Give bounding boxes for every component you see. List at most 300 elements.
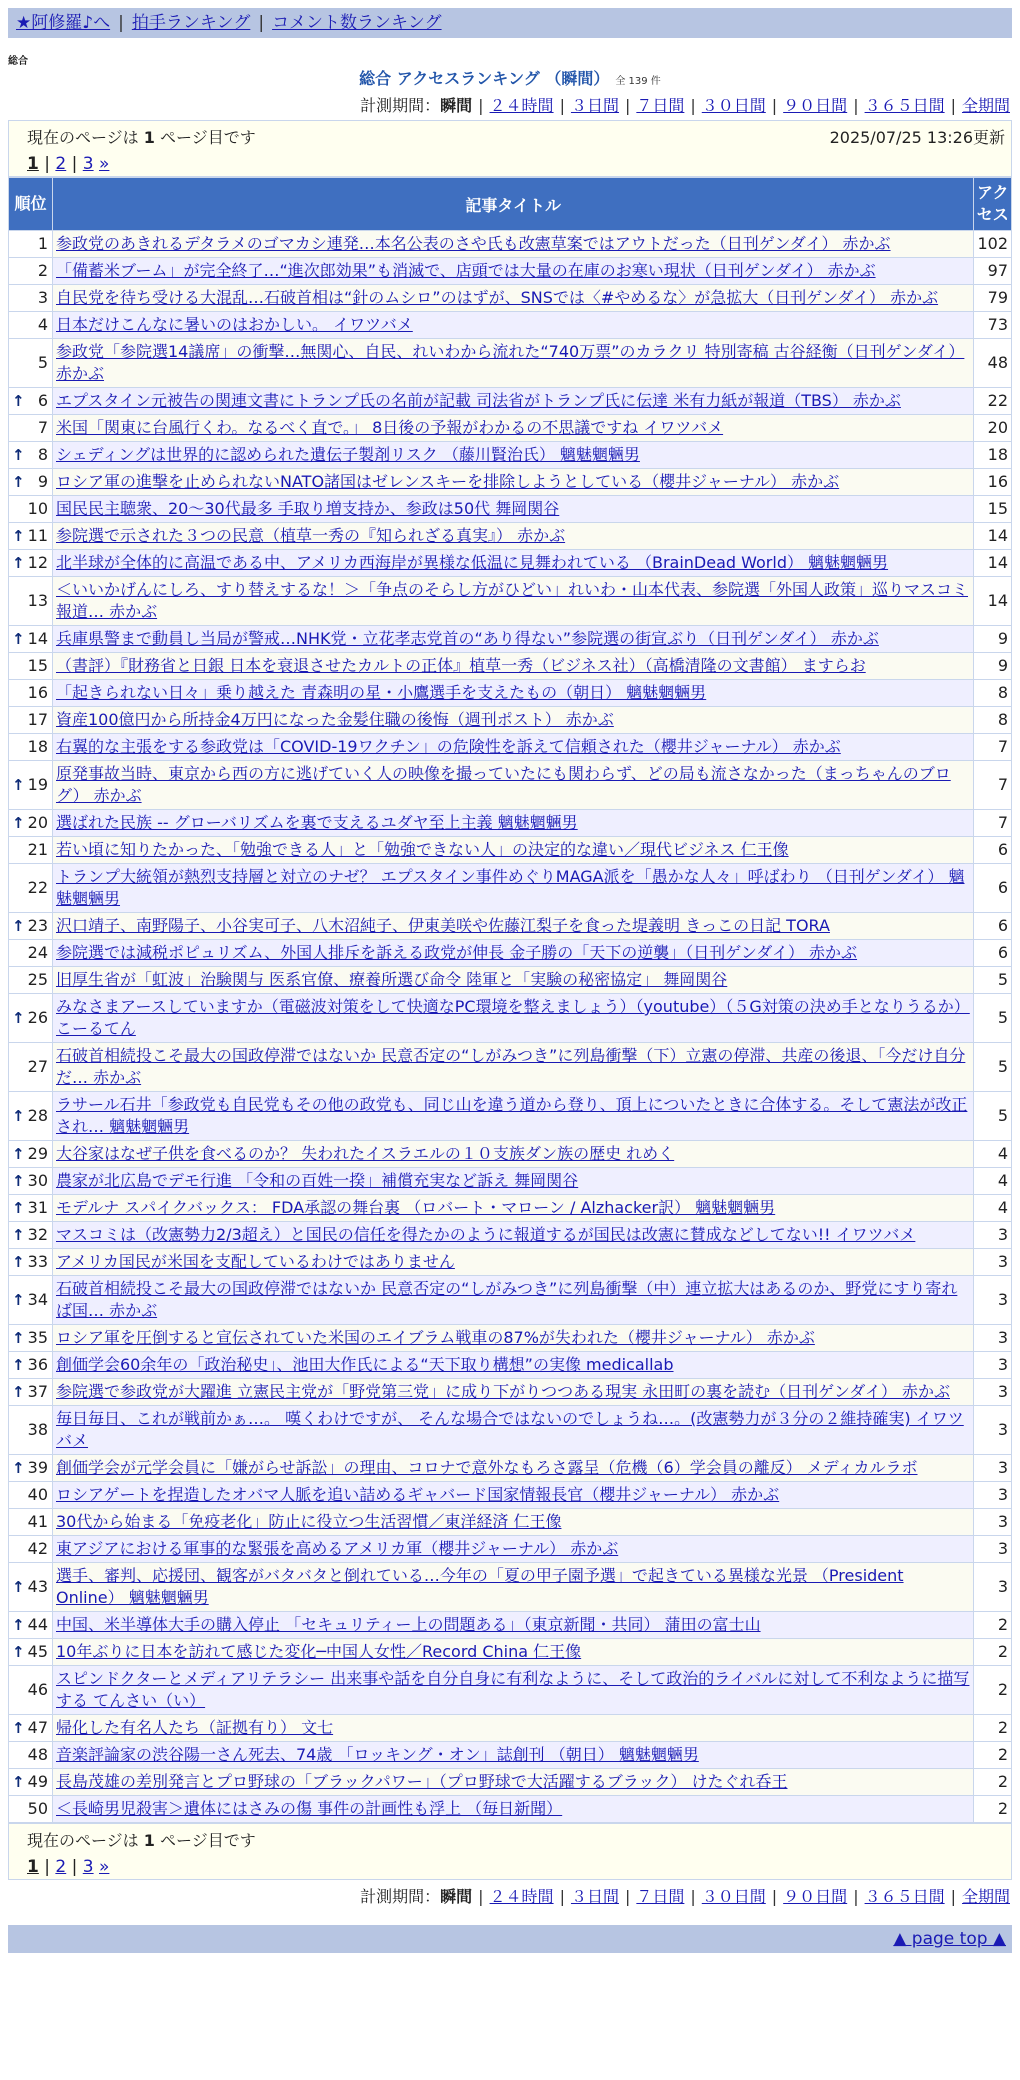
- title-cell: [53, 707, 974, 734]
- access-count: 6: [974, 913, 1012, 940]
- period-separator: |: [478, 1887, 484, 1906]
- period-option[interactable]: 全期間: [961, 1887, 1010, 1906]
- title-cell: [53, 1141, 974, 1168]
- rank-cell: [9, 761, 53, 810]
- rank-header: 順位: [9, 178, 53, 231]
- rank-cell: [9, 1482, 53, 1509]
- rank-cell: [9, 1276, 53, 1325]
- title-header: 記事タイトル: [53, 178, 974, 231]
- period-option[interactable]: ９０日間: [783, 1887, 848, 1906]
- rank-cell: [9, 1195, 53, 1222]
- access-count: 3: [974, 1325, 1012, 1352]
- rank-up-arrow-icon: ↑: [12, 1643, 25, 1661]
- article-title-link[interactable]: 北半球が全体的に高温である中、アメリカ西海岸が異様な低温に見舞われている （BrainDead World） 魑魅魍魎男: [56, 553, 889, 572]
- pager-page-link[interactable]: 3: [82, 154, 94, 174]
- rank-number: 24: [27, 943, 48, 962]
- title-cell: [53, 653, 974, 680]
- access-count: 3: [974, 1563, 1012, 1612]
- table-row: [9, 442, 1012, 469]
- access-count: 14: [974, 577, 1012, 626]
- title-cell: [53, 258, 974, 285]
- page-status-bar: [8, 120, 1012, 177]
- rank-cell: [9, 577, 53, 626]
- rank-up-arrow-icon: ↑: [12, 1291, 25, 1309]
- title-cell: [53, 1276, 974, 1325]
- access-count: 48: [974, 339, 1012, 388]
- period-label: 計測期間：: [360, 1887, 441, 1906]
- page-status: 現在のページは 1 ページ目です: [27, 128, 256, 147]
- rank-up-arrow-icon: ↑: [12, 917, 25, 935]
- title-cell: [53, 550, 974, 577]
- rank-cell: [9, 626, 53, 653]
- access-count: 16: [974, 469, 1012, 496]
- category-label: 総合: [8, 56, 28, 67]
- table-row: [9, 1195, 1012, 1222]
- access-count: 3: [974, 1455, 1012, 1482]
- rank-cell: [9, 1509, 53, 1536]
- title-cell: [53, 913, 974, 940]
- table-row: [9, 415, 1012, 442]
- article-title-link[interactable]: 選手、審判、応援団、観客がバタバタと倒れている…今年の「夏の甲子園予選」で起きている異様な光景 （President Online） 魑魅魍魎男: [56, 1566, 904, 1607]
- title-cell: [53, 285, 974, 312]
- period-option[interactable]: ３０日間: [701, 96, 766, 115]
- rank-number: 17: [27, 710, 48, 729]
- rank-number: 38: [27, 1420, 48, 1439]
- access-count: 8: [974, 707, 1012, 734]
- rank-up-arrow-icon: ↑: [12, 630, 25, 648]
- period-separator: |: [624, 96, 631, 115]
- access-count: 2: [974, 1742, 1012, 1769]
- table-row: [9, 1796, 1012, 1823]
- period-selector-bottom: [8, 1884, 1012, 1907]
- comment-ranking-link[interactable]: コメント数ランキング: [272, 13, 442, 33]
- table-row: [9, 1563, 1012, 1612]
- rank-cell: [9, 1141, 53, 1168]
- access-count: 9: [974, 626, 1012, 653]
- article-title-link[interactable]: 日本だけこんなに暑いのはおかしい。 イワツバメ: [56, 315, 413, 334]
- pager-separator: |: [38, 154, 56, 174]
- rank-up-arrow-icon: ↑: [12, 1145, 25, 1163]
- rank-up-arrow-icon: ↑: [12, 392, 25, 410]
- title-cell: [53, 1563, 974, 1612]
- rank-cell: [9, 1043, 53, 1092]
- title-cell: [53, 967, 974, 994]
- period-option[interactable]: 全期間: [961, 96, 1010, 115]
- rank-cell: [9, 312, 53, 339]
- article-title-link[interactable]: 毎日毎日、これが戦前かぁ…。 嘆くわけですが、 そんな場合ではないのでしょうね…。(改憲勢力が３分の２維持確実) イワツバメ: [56, 1409, 964, 1450]
- access-count: 3: [974, 1276, 1012, 1325]
- access-count: 3: [974, 1406, 1012, 1455]
- rank-number: 44: [27, 1615, 48, 1634]
- table-row: [9, 707, 1012, 734]
- clap-ranking-link[interactable]: 拍手ランキング: [131, 13, 251, 33]
- rank-up-arrow-icon: ↑: [12, 527, 25, 545]
- table-row: [9, 1666, 1012, 1715]
- article-title-link[interactable]: 米国「関東に台風行くわ。なるべく直で。」 8日後の予報がわかるの不思議ですね イワツバメ: [56, 418, 724, 437]
- period-separator: |: [853, 1887, 859, 1906]
- rank-cell: [9, 1796, 53, 1823]
- article-title-link[interactable]: 長島茂雄の差別発言とプロ野球の「ブラックパワー」（プロ野球で大活躍するブラック） けたぐれ呑王: [56, 1772, 788, 1791]
- rank-number: 21: [27, 840, 48, 859]
- access-count: 102: [974, 231, 1012, 258]
- article-title-link[interactable]: 創価学会が元学会員に「嫌がらせ訴訟」の理由、コロナで意外なもろさ露呈（危機（6）学会員の離反） メディカルラボ: [56, 1458, 918, 1477]
- title-cell: [53, 1509, 974, 1536]
- rank-number: 33: [27, 1252, 48, 1271]
- rank-number: 43: [27, 1577, 48, 1596]
- period-option[interactable]: ２４時間: [489, 96, 554, 115]
- access-count: 2: [974, 1666, 1012, 1715]
- rank-up-arrow-icon: ↑: [12, 1107, 25, 1125]
- article-title-link[interactable]: 自民党を待ち受ける大混乱…石破首相は“針のムシロ”のはずが、SNSでは〈#やめるな〉が急拡大（日刊ゲンダイ） 赤かぶ: [56, 288, 939, 307]
- rank-number: 20: [27, 813, 48, 832]
- rank-number: 39: [27, 1458, 48, 1477]
- access-count: 18: [974, 442, 1012, 469]
- article-title-link[interactable]: 音楽評論家の渋谷陽一さん死去、74歳 「ロッキング・オン」誌創刊 （朝日） 魑魅魍魎男: [56, 1745, 699, 1764]
- title-cell: [53, 1536, 974, 1563]
- article-title-link[interactable]: スピンドクターとメディアリテラシー 出来事や話を自分自身に有利なように、そして政治的ライバルに対して不利なように描写する てんさい（い）: [56, 1669, 970, 1710]
- rank-number: 27: [27, 1057, 48, 1076]
- access-count: 4: [974, 1168, 1012, 1195]
- rank-up-arrow-icon: ↑: [12, 1578, 25, 1596]
- rank-up-arrow-icon: ↑: [12, 814, 25, 832]
- title-cell: [53, 1379, 974, 1406]
- title-cell: [53, 680, 974, 707]
- article-title-link[interactable]: 若い頃に知りたかった、「勉強できる人」と「勉強できない人」の決定的な違い／現代ビジネス 仁王像: [56, 840, 789, 859]
- item-count: 全 139 件: [615, 76, 661, 87]
- article-title-link[interactable]: 旧厚生省が「虹波」治験関与 医系官僚、療養所選び命令 陸軍と「実験の秘密協定」 舞岡関谷: [56, 970, 728, 989]
- article-title-link[interactable]: ラサール石井「参政党も自民党もその他の政党も、同じ山を違う道から登り、頂上についたときに合体する。そして憲法が改正され… 魑魅魍魎男: [56, 1095, 968, 1136]
- title-cell: [53, 1612, 974, 1639]
- rank-cell: [9, 1249, 53, 1276]
- footer-bar: [8, 1925, 1012, 1953]
- rank-cell: [9, 1325, 53, 1352]
- page-status: 現在のページは 1 ページ目です: [27, 1831, 256, 1850]
- article-title-link[interactable]: 参院選で示された３つの民意（植草一秀の『知られざる真実』） 赤かぶ: [56, 526, 566, 545]
- page-title: [8, 66, 1012, 89]
- article-title-link[interactable]: アメリカ国民が米国を支配しているわけではありません: [56, 1252, 455, 1271]
- rank-cell: [9, 1769, 53, 1796]
- period-option[interactable]: ３６５日間: [864, 1887, 945, 1906]
- rank-number: 12: [27, 553, 48, 572]
- table-row: [9, 1168, 1012, 1195]
- access-count: 3: [974, 1509, 1012, 1536]
- article-title-link[interactable]: トランプ大統領が熱烈支持層と対立のナゼ？ エプスタイン事件めぐりMAGA派を「愚かな人々」呼ばわり （日刊ゲンダイ） 魑魅魍魎男: [56, 867, 965, 908]
- article-title-link[interactable]: 参政党のあきれるデタラメのゴマカシ連発…本名公表のさや氏も改憲草案ではアウトだった（日刊ゲンダイ） 赤かぶ: [56, 234, 891, 253]
- table-row: [9, 810, 1012, 837]
- table-row: [9, 1455, 1012, 1482]
- rank-number: 34: [27, 1290, 48, 1309]
- access-count: 2: [974, 1612, 1012, 1639]
- rank-up-arrow-icon: ↑: [12, 776, 25, 794]
- access-count: 2: [974, 1639, 1012, 1666]
- period-option[interactable]: ７日間: [636, 96, 685, 115]
- article-title-link[interactable]: モデルナ スパイクバックス： FDA承認の舞台裏 （ロバート・マローン / Alzhacker訳） 魑魅魍魎男: [56, 1198, 776, 1217]
- pager-separator: |: [66, 154, 83, 174]
- rank-cell: [9, 680, 53, 707]
- access-count: 6: [974, 864, 1012, 913]
- rank-number: 22: [27, 878, 48, 897]
- pager-page-link[interactable]: 2: [55, 154, 67, 174]
- rank-cell: [9, 864, 53, 913]
- rank-cell: [9, 339, 53, 388]
- article-title-link[interactable]: 参院選では減税ポピュリズム、外国人排斥を訴える政党が伸長 金子勝の「天下の逆襲」（日刊ゲンダイ） 赤かぶ: [56, 943, 858, 962]
- rank-cell: [9, 523, 53, 550]
- rank-number: 9: [37, 472, 48, 491]
- access-count: 3: [974, 1249, 1012, 1276]
- rank-number: 19: [27, 775, 48, 794]
- table-row: [9, 1769, 1012, 1796]
- article-title-link[interactable]: マスコミは（改憲勢力2/3超え）と国民の信任を得たかのように報道するが国民は改憲に賛成などしてない!! イワツバメ: [56, 1225, 916, 1244]
- table-row: [9, 626, 1012, 653]
- period-option[interactable]: ３日間: [570, 1887, 619, 1906]
- title-cell: [53, 810, 974, 837]
- article-title-link[interactable]: 30代から始まる「免疫老化」防止に役立つ生活習慣／東洋経済 仁王像: [56, 1512, 562, 1531]
- table-row: [9, 312, 1012, 339]
- access-count: 14: [974, 550, 1012, 577]
- title-cell: [53, 1043, 974, 1092]
- period-option[interactable]: ９０日間: [783, 96, 848, 115]
- table-row: [9, 285, 1012, 312]
- pager-next-link[interactable]: »: [99, 154, 110, 174]
- rank-cell: [9, 1092, 53, 1141]
- article-title-link[interactable]: 資産100億円から所持金4万円になった金髪住職の後悔（週刊ポスト） 赤かぶ: [56, 710, 614, 729]
- title-cell: [53, 388, 974, 415]
- rank-up-arrow-icon: ↑: [12, 1356, 25, 1374]
- title-cell: [53, 1195, 974, 1222]
- rank-number: 35: [27, 1328, 48, 1347]
- rank-up-arrow-icon: ↑: [12, 473, 25, 491]
- table-row: [9, 1141, 1012, 1168]
- title-cell: [53, 339, 974, 388]
- rank-number: 25: [27, 970, 48, 989]
- access-count: 9: [974, 653, 1012, 680]
- article-title-link[interactable]: ロシア軍を圧倒すると宣伝されていた米国のエイブラム戦車の87%が失われた（櫻井ジャーナル） 赤かぶ: [56, 1328, 815, 1347]
- table-row: [9, 1482, 1012, 1509]
- rank-number: 8: [37, 445, 48, 464]
- rank-up-arrow-icon: ↑: [12, 1459, 25, 1477]
- home-link[interactable]: ★阿修羅♪へ: [16, 13, 111, 33]
- title-cell: [53, 1325, 974, 1352]
- period-separator: |: [559, 96, 565, 115]
- table-row: [9, 1043, 1012, 1092]
- article-title-link[interactable]: ＜長崎男児殺害＞遺体にはさみの傷 事件の計画性も浮上 （毎日新聞）: [56, 1799, 563, 1818]
- access-count: 73: [974, 312, 1012, 339]
- article-title-link[interactable]: エプスタイン元被告の関連文書にトランプ氏の名前が記載 司法省がトランプ氏に伝達 米有力紙が報道（TBS） 赤かぶ: [56, 391, 901, 410]
- title-cell: [53, 1639, 974, 1666]
- rank-number: 23: [27, 916, 48, 935]
- period-option[interactable]: ３日間: [570, 96, 619, 115]
- article-title-link[interactable]: 国民民主聴衆、20～30代最多 手取り増支持か、参政は50代 舞岡関谷: [56, 499, 560, 518]
- rank-up-arrow-icon: ↑: [12, 1773, 25, 1791]
- pager-next-link[interactable]: »: [99, 1857, 110, 1877]
- rank-up-arrow-icon: ↑: [12, 1199, 25, 1217]
- rank-up-arrow-icon: ↑: [12, 446, 25, 464]
- access-count: 3: [974, 1536, 1012, 1563]
- title-cell: [53, 1715, 974, 1742]
- rank-number: 31: [27, 1198, 48, 1217]
- access-count: 3: [974, 1352, 1012, 1379]
- ranking-table: [8, 177, 1012, 1823]
- access-count: 5: [974, 1092, 1012, 1141]
- period-option[interactable]: ２４時間: [489, 1887, 554, 1906]
- rank-number: 30: [27, 1171, 48, 1190]
- period-separator: |: [950, 96, 956, 115]
- rank-up-arrow-icon: ↑: [12, 1616, 25, 1634]
- article-title-link[interactable]: 東アジアにおける軍事的な緊張を高めるアメリカ軍（櫻井ジャーナル） 赤かぶ: [56, 1539, 619, 1558]
- table-row: [9, 231, 1012, 258]
- article-title-link[interactable]: 選ばれた民族 -- グローバリズムを裏で支えるユダヤ至上主義 魑魅魍魎男: [56, 813, 578, 832]
- pager-page-link[interactable]: 3: [82, 1857, 94, 1877]
- table-row: [9, 258, 1012, 285]
- rank-number: 26: [27, 1008, 48, 1027]
- article-title-link[interactable]: 右翼的な主張をする参政党は「COVID-19ワクチン」の危険性を訴えて信頼された（櫻井ジャーナル） 赤かぶ: [56, 737, 841, 756]
- title-cell: [53, 1455, 974, 1482]
- rank-cell: [9, 1563, 53, 1612]
- table-row: [9, 940, 1012, 967]
- table-row: [9, 339, 1012, 388]
- article-title-link[interactable]: 石破首相続投こそ最大の国政停滞ではないか 民意否定の“しがみつき”に列島衝撃（下）立憲の停滞、共産の後退、「今だけ自分だ… 赤かぶ: [56, 1046, 966, 1087]
- rank-number: 18: [27, 737, 48, 756]
- rank-cell: [9, 734, 53, 761]
- access-count: 22: [974, 388, 1012, 415]
- article-title-link[interactable]: 兵庫県警まで動員し当局が警戒…NHK党・立花孝志党首の“あり得ない”参院選の街宣ぶり（日刊ゲンダイ） 赤かぶ: [56, 629, 879, 648]
- period-separator: |: [771, 1887, 778, 1906]
- table-row: [9, 1352, 1012, 1379]
- article-title-link[interactable]: ＜いいかげんにしろ、すり替えするな！＞「争点のそらし方がひどい」れいわ・山本代表、参院選「外国人政策」巡りマスコミ報道… 赤かぶ: [56, 580, 969, 621]
- article-title-link[interactable]: 中国、米半導体大手の購入停止 「セキュリティー上の問題ある」（東京新聞・共同） 蒲田の富士山: [56, 1615, 761, 1634]
- access-count: 2: [974, 1769, 1012, 1796]
- article-title-link[interactable]: 帰化した有名人たち（証拠有り） 文七: [56, 1718, 334, 1737]
- article-title-link[interactable]: （書評）『財務省と日銀 日本を衰退させたカルトの正体』植草一秀（ビジネス社）（高橋清隆の文書館） ますらお: [56, 656, 866, 675]
- rank-number: 5: [37, 353, 48, 372]
- nav-separator: |: [118, 13, 124, 33]
- table-row: [9, 653, 1012, 680]
- title-cell: [53, 1769, 974, 1796]
- rank-number: 45: [27, 1642, 48, 1661]
- article-title-link[interactable]: 石破首相続投こそ最大の国政停滞ではないか 民意否定の“しがみつき”に列島衝撃（中）連立拡大はあるのか、野党にすり寄れば国… 赤かぶ: [56, 1279, 958, 1320]
- rank-cell: [9, 994, 53, 1043]
- table-row: [9, 967, 1012, 994]
- article-title-link[interactable]: 沢口靖子、南野陽子、小谷実可子、八木沼純子、伊東美咲や佐藤江梨子を食った堤義明 きっこの日記 TORA: [56, 916, 830, 935]
- access-count: 7: [974, 761, 1012, 810]
- article-title-link[interactable]: 「備蓄米ブーム」が完全終了…“進次郎効果”も消滅で、店頭では大量の在庫のお寒い現状（日刊ゲンダイ） 赤かぶ: [56, 261, 876, 280]
- article-title-link[interactable]: 大谷家はなぜ子供を食べるのか？ 失われたイスラエルの１０支族ダン族の歴史 れめく: [56, 1144, 675, 1163]
- title-cell: [53, 994, 974, 1043]
- title-cell: [53, 577, 974, 626]
- article-title-link[interactable]: 農家が北広島でデモ行進 「令和の百姓一揆」補償充実など訴え 舞岡関谷: [56, 1171, 579, 1190]
- article-title-link[interactable]: 参院選で参政党が大躍進 立憲民主党が「野党第三党」に成り下がりつつある現実 永田町の裏を読む（日刊ゲンダイ） 赤かぶ: [56, 1382, 950, 1401]
- table-row: [9, 469, 1012, 496]
- period-option[interactable]: ３６５日間: [864, 96, 945, 115]
- rank-cell: [9, 496, 53, 523]
- rank-number: 29: [27, 1144, 48, 1163]
- title-cell: [53, 1796, 974, 1823]
- rank-cell: [9, 550, 53, 577]
- title-cell: [53, 415, 974, 442]
- top-nav-bar: [8, 8, 1012, 38]
- table-row: [9, 913, 1012, 940]
- page-status-bar-bottom: [8, 1823, 1012, 1880]
- table-row: [9, 1715, 1012, 1742]
- rank-number: 41: [27, 1512, 48, 1531]
- rank-cell: [9, 1379, 53, 1406]
- period-separator: |: [690, 96, 696, 115]
- rank-cell: [9, 653, 53, 680]
- rank-cell: [9, 1455, 53, 1482]
- access-count: 20: [974, 415, 1012, 442]
- rank-number: 2: [37, 261, 48, 280]
- rank-cell: [9, 1639, 53, 1666]
- rank-up-arrow-icon: ↑: [12, 1383, 25, 1401]
- article-title-link[interactable]: 10年ぶりに日本を訪れて感じた変化─中国人女性／Record China 仁王像: [56, 1642, 582, 1661]
- rank-cell: [9, 1742, 53, 1769]
- rank-up-arrow-icon: ↑: [12, 1329, 25, 1347]
- title-cell: [53, 837, 974, 864]
- nav-separator: |: [258, 13, 265, 33]
- access-count: 7: [974, 810, 1012, 837]
- rank-number: 50: [27, 1799, 48, 1818]
- article-title-link[interactable]: 「起きられない日々」乗り越えた 青森明の星・小鷹選手を支えたもの（朝日） 魑魅魍魎男: [56, 683, 707, 702]
- rank-number: 3: [37, 288, 48, 307]
- page-top-link[interactable]: ▲ page top ▲: [893, 1929, 1006, 1949]
- rank-cell: [9, 1536, 53, 1563]
- rank-number: 40: [27, 1485, 48, 1504]
- rank-cell: [9, 415, 53, 442]
- article-title-link[interactable]: シェディングは世界的に認められた遺伝子製剤リスク （藤川賢治氏） 魑魅魍魎男: [56, 445, 640, 464]
- article-title-link[interactable]: みなさまアースしていますか（電磁波対策をして快適なPC環境を整えましょう）（youtube）（５G対策の決め手となりうるか） こーるてん: [56, 997, 970, 1038]
- article-title-link[interactable]: 創価学会60余年の「政治秘史」、池田大作氏による“天下取り構想”の実像 medicallab: [56, 1355, 674, 1374]
- rank-up-arrow-icon: ↑: [12, 1226, 25, 1244]
- period-separator: |: [771, 96, 778, 115]
- table-row: [9, 1742, 1012, 1769]
- access-count: 5: [974, 1043, 1012, 1092]
- rank-number: 13: [27, 591, 48, 610]
- table-row: [9, 837, 1012, 864]
- pager-separator: |: [38, 1857, 56, 1877]
- rank-cell: [9, 1168, 53, 1195]
- rank-number: 6: [37, 391, 48, 410]
- rank-cell: [9, 258, 53, 285]
- table-row: [9, 680, 1012, 707]
- access-count: 97: [974, 258, 1012, 285]
- rank-number: 15: [27, 656, 48, 675]
- rank-cell: [9, 388, 53, 415]
- access-count: 14: [974, 523, 1012, 550]
- updated-timestamp: 2025/07/25 13:26更新: [829, 128, 1005, 147]
- rank-cell: [9, 810, 53, 837]
- access-count: 5: [974, 967, 1012, 994]
- access-count: 6: [974, 837, 1012, 864]
- period-option[interactable]: ３０日間: [701, 1887, 766, 1906]
- period-option[interactable]: ７日間: [636, 1887, 685, 1906]
- rank-cell: [9, 1715, 53, 1742]
- article-title-link[interactable]: ロシアゲートを捏造したオバマ人脈を追い詰めるギャバード国家情報長官（櫻井ジャーナル） 赤かぶ: [56, 1485, 780, 1504]
- rank-number: 32: [27, 1225, 48, 1244]
- table-row: [9, 388, 1012, 415]
- pager-separator: |: [66, 1857, 83, 1877]
- rank-number: 47: [27, 1718, 48, 1737]
- table-row: [9, 1249, 1012, 1276]
- article-title-link[interactable]: 原発事故当時、東京から西の方に逃げていく人の映像を撮っていたにも関わらず、どの局も流さなかった（まっちゃんのブログ） 赤かぶ: [56, 764, 951, 805]
- article-title-link[interactable]: 参政党「参院選14議席」の衝撃…無関心、自民、れいわから流れた“740万票”のカラクリ 特別寄稿 古谷経衡（日刊ゲンダイ） 赤かぶ: [56, 342, 965, 383]
- title-cell: [53, 1666, 974, 1715]
- title-cell: [53, 1352, 974, 1379]
- period-separator: |: [478, 96, 484, 115]
- article-title-link[interactable]: ロシア軍の進撃を止められないNATO諸国はゼレンスキーを排除しようとしている（櫻井ジャーナル） 赤かぶ: [56, 472, 840, 491]
- rank-cell: [9, 940, 53, 967]
- rank-number: 16: [27, 683, 48, 702]
- pager-page-link[interactable]: 2: [55, 1857, 67, 1877]
